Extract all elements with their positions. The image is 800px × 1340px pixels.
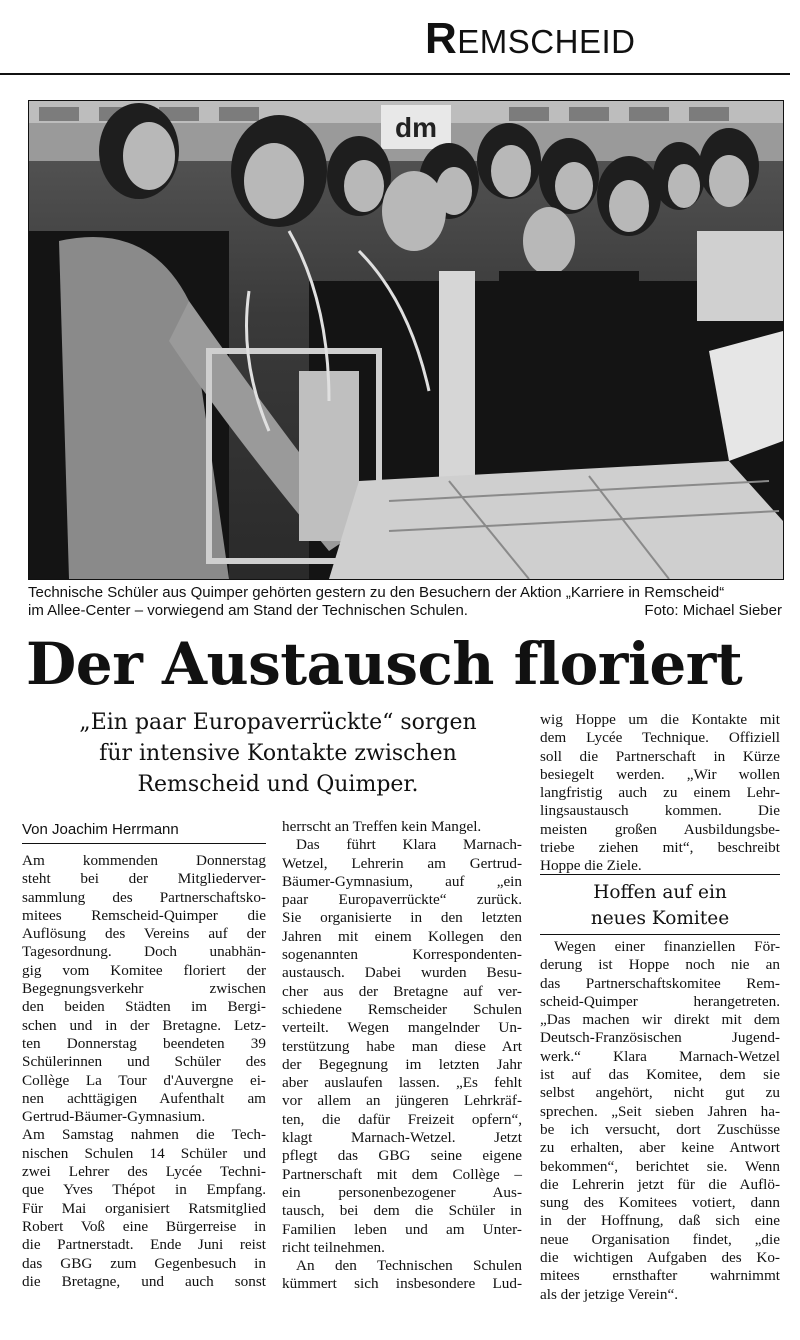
text-line: dem Lycée Technique. Offiziell <box>540 729 780 747</box>
text-line: austausch. Dabei wurden Besu- <box>282 964 522 982</box>
text-line: Schülerinnen und Schüler des <box>22 1053 266 1071</box>
section-masthead <box>425 14 635 64</box>
text-line: scheid-Quimper herangetreten. <box>540 992 780 1010</box>
article-column-1 <box>22 852 266 1291</box>
text-line: vor allem an jüngeren Lehrkräf- <box>282 1092 522 1110</box>
text-line: besiegelt werden. „Wir wollen <box>540 765 780 783</box>
author-byline: Von Joachim Herrmann <box>22 821 179 838</box>
text-line: pflegt das GBG seine eigene <box>282 1147 522 1165</box>
text-line: Hoppe die Ziele. <box>540 857 642 875</box>
text-line: wig Hoppe um die Kontakte mit <box>540 711 780 728</box>
headline: Der Austausch floriert <box>26 630 743 698</box>
text-line: Begegnungsverkehr zwischen <box>22 980 266 998</box>
text-line: zu erhalten, aber keine Antwort <box>540 1139 780 1157</box>
section-rule-bottom <box>540 934 780 935</box>
text-line: cher aus der Bretagne auf ver- <box>282 982 522 1000</box>
text-line: nen achttägigen Aufenthalt am <box>22 1089 266 1107</box>
subhead-line: für intensive Kontakte zwischen <box>99 741 457 766</box>
photo-credit: Foto: Michael Sieber <box>644 602 782 619</box>
text-line: herrscht an Treffen kein Mangel. <box>282 818 482 835</box>
section-rule-top <box>540 874 780 875</box>
article-column-3-continued <box>540 938 780 1304</box>
subheadline <box>28 707 528 800</box>
section-heading-line: Hoffen auf ein <box>593 882 727 903</box>
article-column-2 <box>282 818 522 1294</box>
text-line: das Partnerschaftskomitee Rem- <box>540 974 780 992</box>
text-line: terstützung habe man diese Art <box>282 1037 522 1055</box>
text-line: Das führt Klara Marnach- <box>296 836 522 854</box>
text-line: der Begegnung im letzten Jahr <box>282 1055 522 1073</box>
text-line: die wichtigen Aufgaben des Ko- <box>540 1249 780 1267</box>
text-line: Wegen einer finanziellen För- <box>554 938 780 955</box>
text-line: selbst angehört, nicht gut zu <box>540 1084 780 1102</box>
text-line: soll die Partnerschaft in Kürze <box>540 747 780 765</box>
text-line: Gertrud-Bäumer-Gymnasium. <box>22 1108 206 1126</box>
text-line: meisten großen Ausbildungsbe- <box>540 820 780 838</box>
text-line: aber auslaufen lassen. „Es fehlt <box>282 1074 522 1092</box>
text-line: neue Organisation findet, „die <box>540 1230 780 1248</box>
text-line: Am kommenden Donnerstag <box>22 852 266 869</box>
text-line: ten, die dafür Freizeit opfern“, <box>282 1110 522 1128</box>
text-line: sogenannten Korrespondenten- <box>282 946 522 964</box>
text-line: Tagesordnung. Doch unabhän- <box>22 943 266 961</box>
text-line: Am Samstag nahmen die Tech- <box>22 1126 266 1144</box>
text-line: klagt Marnach-Wetzel. Jetzt <box>282 1129 522 1147</box>
text-line: kümmert sich insbesondere Lud- <box>282 1275 522 1293</box>
section-heading-line: neues Komitee <box>590 908 730 929</box>
text-line: tausch, bei dem die Schüler in <box>282 1202 522 1220</box>
text-line: langfristig auch zu einem Lehr- <box>540 784 780 802</box>
subhead-line: Remscheid und Quimper. <box>137 772 419 797</box>
text-line: sprechen. „Seit sieben Jahren ha- <box>540 1102 780 1120</box>
article-column-3 <box>540 711 780 876</box>
text-line: paar Europaverrückte“ zurück. <box>282 891 522 909</box>
masthead-rest: EMSCHEID <box>457 23 636 60</box>
store-sign: dm <box>395 112 437 143</box>
section-heading <box>540 880 780 932</box>
text-line: das GBG zum Gegenbesuch in <box>22 1254 266 1272</box>
subhead-line: „Ein paar Europaverrückte“ sorgen <box>79 710 477 735</box>
photo-illustration <box>29 101 783 579</box>
text-line: richt teilnehmen. <box>282 1238 385 1256</box>
text-line: steht bei der Mitgliederver- <box>22 870 266 888</box>
text-line: die Bretagne, und auch sonst <box>22 1272 266 1290</box>
caption-line: Technische Schüler aus Quimper gehörten gestern zu den Besuchern der Aktion „Karriere in Remscheid“ <box>28 584 725 601</box>
text-line: in der Hoffnung, daß sich eine <box>540 1212 780 1230</box>
text-line: Robert Voß eine Bürgerreise in <box>22 1217 266 1235</box>
text-line: Collège La Tour d'Auvergne ei- <box>22 1071 266 1089</box>
text-line: sung des Komitees votiert, dann <box>540 1194 780 1212</box>
text-line: ein personenbezogener Aus- <box>282 1183 522 1201</box>
text-line: die Lehrerin jetzt für die Auflö- <box>540 1175 780 1193</box>
text-line: An den Technischen Schulen <box>296 1257 522 1275</box>
photo-caption <box>28 584 782 620</box>
text-line: Bäumer-Gymnasium, auf „ein <box>282 872 522 890</box>
text-line: ist auf das Komitee, dem sie <box>540 1066 780 1084</box>
text-line: bekommen“, berichtet sie. Wenn <box>540 1157 780 1175</box>
text-line: mitees ernsthafter wahrnimmt <box>540 1267 780 1285</box>
text-line: mitees Remscheid-Quimper die <box>22 906 266 924</box>
text-line: Deutsch-Französischen Jugend- <box>540 1029 780 1047</box>
text-line: be ich versucht, dort Zuschüsse <box>540 1120 780 1138</box>
text-line: nischen Schulen 14 Schüler und <box>22 1144 266 1162</box>
text-line: werk.“ Klara Marnach-Wetzel <box>540 1047 780 1065</box>
text-line: „Das machen wir direkt mit dem <box>540 1011 780 1029</box>
text-line: Jahren mit einem Kollegen den <box>282 927 522 945</box>
text-line: den beiden Städten im Bergi- <box>22 998 266 1016</box>
text-line: derung ist Hoppe noch nie an <box>540 956 780 974</box>
text-line: Auflösung des Vereins auf der <box>22 925 266 943</box>
news-photo <box>28 100 784 580</box>
text-line: verteilt. Wegen mangelnder Un- <box>282 1019 522 1037</box>
text-line: Familien leben und am Unter- <box>282 1220 522 1238</box>
text-line: gig vom Komitee floriert der <box>22 961 266 979</box>
text-line: Partnerschaft mit dem Collège – <box>282 1165 522 1183</box>
caption-line: im Allee-Center – vorwiegend am Stand der Technischen Schulen. <box>28 602 468 619</box>
text-line: sammlung des Partnerschaftsko- <box>22 888 266 906</box>
text-line: lingsaustausch kommen. Die <box>540 802 780 820</box>
text-line: zwei Lehrer des Lycée Techni- <box>22 1163 266 1181</box>
masthead-initial: R <box>425 14 458 63</box>
text-line: ten Donnerstag beendeten 39 <box>22 1034 266 1052</box>
text-line: que Yves Thépot in Empfang. <box>22 1181 266 1199</box>
text-line: die Partnerstadt. Ende Juni reist <box>22 1236 266 1254</box>
text-line: Wetzel, Lehrerin am Gertrud- <box>282 854 522 872</box>
text-line: triebe ziehen mit“, beschreibt <box>540 839 780 857</box>
text-line: Sie organisierte in den letzten <box>282 909 522 927</box>
byline-rule <box>22 843 266 844</box>
text-line: Für Mai organisiert Ratsmitglied <box>22 1199 266 1217</box>
masthead-rule <box>0 73 790 75</box>
text-line: als der jetzige Verein“. <box>540 1285 679 1303</box>
text-line: schen und in der Bretagne. Letz- <box>22 1016 266 1034</box>
text-line: schiedene Remscheider Schulen <box>282 1000 522 1018</box>
